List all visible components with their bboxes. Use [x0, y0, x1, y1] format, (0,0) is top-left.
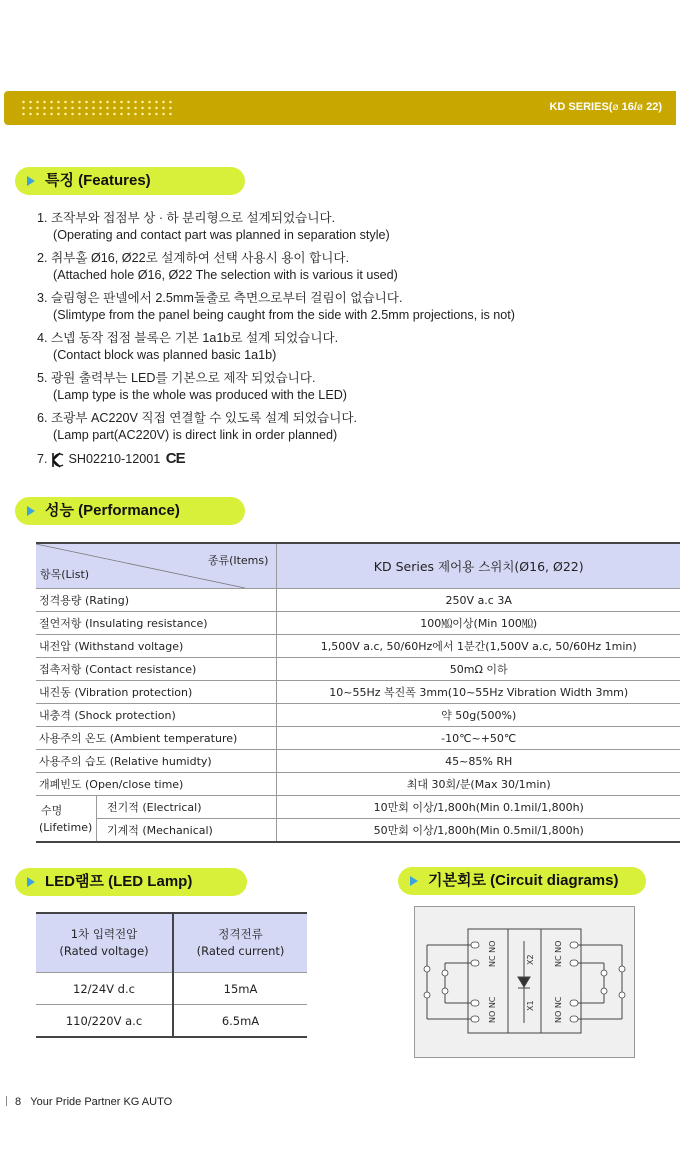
- led-heading: LED램프 (LED Lamp): [15, 868, 247, 896]
- feature-item-3: 3. 슬림형은 판넬에서 2.5mm돌출로 측면으로부터 걸림이 없습니다. (Slimtype from the panel being caught from the side with 2.5mm projections, is not): [37, 291, 515, 322]
- right-top-label: NC NO: [554, 940, 563, 967]
- arrow-icon: [27, 506, 35, 516]
- x1-label: X1: [526, 1000, 535, 1011]
- footer: [6, 1096, 172, 1108]
- table-header-row: 1차 입력전압 (Rated voltage) 정격전류 (Rated current): [36, 913, 307, 973]
- feature-item-6: 6. 조광부 AC220V 직접 연결할 수 있도록 설계 되었습니다. (Lamp part(AC220V) is direct link in order planned): [37, 411, 358, 442]
- feature-item-1: 1. 조작부와 접점부 상 · 하 분리형으로 설계되었습니다. (Operating and contact part was planned in separation style): [37, 211, 390, 242]
- series-title: KD SERIES(ø 16/ø 22): [549, 101, 662, 113]
- feature-item-5: 5. 광원 출력부는 LED를 기본으로 제작 되었습니다. (Lamp type is the whole was produced with the LED): [37, 371, 348, 402]
- items-list-header: 종류(Items) 항목(List): [36, 543, 277, 589]
- table-row: 내충격 (Shock protection) 약 50g(500%): [36, 704, 680, 727]
- footer-divider: [6, 1096, 7, 1106]
- table-row: 수명 (Lifetime) 전기적 (Electrical) 10만회 이상/1,800h(Min 0.1mil/1,800h): [36, 796, 680, 819]
- header-bar: [4, 91, 676, 125]
- right-bottom-label: NO NC: [554, 996, 563, 1023]
- table-row: 정격용량 (Rating) 250V a.c 3A: [36, 589, 680, 612]
- left-bottom-label: NO NC: [488, 996, 497, 1023]
- table-row: 기계적 (Mechanical) 50만회 이상/1,800h(Min 0.5mil/1,800h): [36, 819, 680, 843]
- led-table: [36, 912, 307, 1038]
- circuit-schematic: [415, 907, 634, 1057]
- table-row: 개폐빈도 (Open/close time) 최대 30회/분(Max 30/1min): [36, 773, 680, 796]
- table-row: 내전압 (Withstand voltage) 1,500V a.c, 50/60Hz에서 1분간(1,500V a.c, 50/60Hz 1min): [36, 635, 680, 658]
- table-row: 사용주의 온도 (Ambient temperature) -10℃~+50℃: [36, 727, 680, 750]
- table-row: 내진동 (Vibration protection) 10~55Hz 복진폭 3mm(10~55Hz Vibration Width 3mm): [36, 681, 680, 704]
- features-heading: 특징 (Features): [15, 167, 245, 195]
- page-number: 8: [15, 1096, 22, 1108]
- table-row: 110/220V a.c 6.5mA: [36, 1005, 307, 1038]
- feature-item-4: 4. 스넵 동작 접점 블록은 기본 1a1b로 설계 되었습니다. (Contact block was planned basic 1a1b): [37, 331, 339, 362]
- arrow-icon: [410, 876, 418, 886]
- footer-text: Your Pride Partner KG AUTO: [30, 1096, 173, 1108]
- lifetime-label: 수명 (Lifetime): [36, 796, 97, 843]
- performance-heading: 성능 (Performance): [15, 497, 245, 525]
- table-row: 접촉저항 (Contact resistance) 50mΩ 이하: [36, 658, 680, 681]
- feature-item-2: 2. 취부홀 Ø16, Ø22로 설계하여 선택 사용시 용이 합니다. (Attached hole Ø16, Ø22 The selection with is various it used): [37, 251, 398, 282]
- kc-mark-icon: [51, 452, 65, 468]
- circuit-heading: 기본회로 (Circuit diagrams): [398, 867, 646, 895]
- circuit-diagram: [414, 906, 635, 1058]
- x2-label: X2: [526, 954, 535, 965]
- table-row: 절연저항 (Insulating resistance) 100㏁이상(Min 100㏁): [36, 612, 680, 635]
- ce-mark: CE: [165, 450, 185, 467]
- table-header-row: [36, 543, 680, 589]
- arrow-icon: [27, 176, 35, 186]
- performance-table: [36, 542, 680, 843]
- feature-item-7: 7. SH02210-12001 CE: [37, 450, 185, 467]
- dot-pattern: [20, 99, 172, 119]
- left-top-label: NC NO: [488, 940, 497, 967]
- table-row: 12/24V d.c 15mA: [36, 973, 307, 1005]
- arrow-icon: [27, 877, 35, 887]
- series-header: KD Series 제어용 스위치(Ø16, Ø22): [277, 543, 680, 589]
- table-row: 사용주의 습도 (Relative humidty) 45~85% RH: [36, 750, 680, 773]
